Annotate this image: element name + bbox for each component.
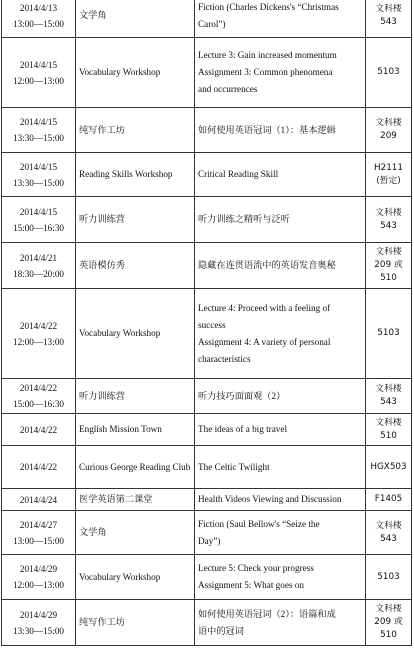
event-date: 2014/4/22 <box>19 383 58 393</box>
table-row <box>2 243 412 289</box>
table-row <box>2 153 412 197</box>
event-time: 13:30—15:00 <box>12 625 65 636</box>
room-line: 209 或 <box>374 617 403 627</box>
event-date: 2014/4/15 <box>19 206 58 217</box>
table-row <box>2 0 412 38</box>
schedule-table-body <box>2 0 412 646</box>
topic-line: and occurrences <box>198 84 258 94</box>
date-time-cell <box>2 197 76 243</box>
topic-cell <box>195 489 366 511</box>
date-time-cell <box>2 108 76 153</box>
topic-cell <box>195 153 366 197</box>
table-row <box>2 511 412 555</box>
date-time-cell <box>2 153 76 197</box>
room-line: 5103 <box>377 571 400 582</box>
topic-line: characteristics <box>198 353 251 364</box>
topic-cell <box>195 197 366 243</box>
topic-cell <box>195 0 366 38</box>
room-cell <box>366 38 412 108</box>
event-date: 2014/4/22 <box>19 462 58 472</box>
room-cell <box>366 289 412 379</box>
topic-line: 如何使用英语冠词（2）：语篇和成 <box>198 608 336 619</box>
event-date: 2014/4/24 <box>19 494 58 505</box>
room-cell <box>366 600 412 646</box>
date-time-cell <box>2 489 76 511</box>
topic-line: 如何使用英语冠词（1）：基本逻辑 <box>198 124 336 135</box>
room-line: 文科楼 <box>375 604 402 614</box>
topic-cell <box>195 243 366 289</box>
room-line: 209 <box>380 131 397 141</box>
room-cell <box>366 446 412 489</box>
topic-line: Critical Reading Skill <box>198 169 279 179</box>
room-line: 510 <box>380 630 397 640</box>
event-time: 13:00—15:00 <box>12 535 65 546</box>
topic-line: Day”) <box>198 535 221 546</box>
event-time: 13:30—15:00 <box>12 133 65 143</box>
room-cell <box>366 414 412 446</box>
event-date: 2014/4/15 <box>19 117 58 127</box>
topic-line: The Celtic Twilight <box>198 461 270 472</box>
room-line: 543 <box>380 533 397 544</box>
room-line: 文科楼 <box>375 520 402 531</box>
table-row <box>2 446 412 489</box>
event-date: 2014/4/15 <box>19 161 58 172</box>
event-time: 13:30—15:00 <box>12 177 65 188</box>
date-time-cell <box>2 0 76 38</box>
event-date: 2014/4/21 <box>19 252 58 263</box>
room-cell <box>366 153 412 197</box>
event-date: 2014/4/13 <box>19 2 58 13</box>
topic-line: success <box>198 319 226 330</box>
room-line: 文科楼 <box>375 207 402 218</box>
topic-cell <box>195 379 366 414</box>
event-time: 12:00—13:00 <box>12 580 65 590</box>
date-time-cell <box>2 289 76 379</box>
room-cell <box>366 511 412 555</box>
topic-cell <box>195 108 366 153</box>
activity-cell: 纯写作工坊 <box>76 600 195 646</box>
room-cell <box>366 197 412 243</box>
table-row <box>2 197 412 243</box>
table-row <box>2 108 412 153</box>
date-time-cell <box>2 555 76 600</box>
activity-cell: 文学角 <box>76 511 195 555</box>
event-time: 12:00—13:00 <box>12 336 65 347</box>
room-line: 510 <box>380 430 397 441</box>
room-line: 5103 <box>377 67 400 77</box>
table-row <box>2 600 412 646</box>
activity-cell: 听力训练营 <box>76 379 195 414</box>
table-row <box>2 489 412 511</box>
room-line: 543 <box>380 220 397 231</box>
room-line: 209 或 <box>374 260 403 270</box>
table-row <box>2 555 412 600</box>
topic-cell <box>195 414 366 446</box>
topic-line: Fiction (Saul Bellow's “Seize the <box>198 518 320 529</box>
event-date: 2014/4/15 <box>19 59 58 70</box>
topic-line: Carol”) <box>198 18 226 29</box>
topic-line: 语中的冠词 <box>198 625 244 636</box>
room-line: (暂定) <box>376 175 401 186</box>
topic-cell <box>195 38 366 108</box>
activity-cell: Reading Skills Workshop <box>76 153 195 197</box>
topic-line: 听力训练之精听与泛听 <box>198 214 290 224</box>
topic-cell <box>195 446 366 489</box>
room-line: 文科楼 <box>375 247 402 257</box>
room-cell <box>366 555 412 600</box>
event-time: 18:30—20:00 <box>12 268 65 279</box>
table-row <box>2 289 412 379</box>
room-line: 文科楼 <box>375 417 402 428</box>
room-line: 5103 <box>377 328 400 338</box>
topic-line: Fiction (Charles Dickens's “Christmas <box>198 1 339 12</box>
activity-cell: 英语模仿秀 <box>76 243 195 289</box>
event-time: 15:00—16:30 <box>12 222 65 233</box>
room-line: H2111 <box>373 162 403 173</box>
activity-cell: Vocabulary Workshop <box>76 38 195 108</box>
date-time-cell <box>2 414 76 446</box>
topic-line: Assignment 3: Common phenomena <box>198 67 333 77</box>
date-time-cell <box>2 243 76 289</box>
room-line: F1405 <box>374 494 403 504</box>
topic-cell <box>195 555 366 600</box>
topic-line: Lecture 4: Proceed with a feeling of <box>198 302 331 313</box>
room-line: 文科楼 <box>375 384 402 394</box>
room-cell <box>366 489 412 511</box>
event-time: 15:00—16:30 <box>12 399 65 409</box>
topic-line: Assignment 4: A variety of personal <box>198 336 331 347</box>
topic-line: Assignment 5: What goes on <box>198 580 304 590</box>
topic-cell <box>195 289 366 379</box>
topic-line: 听力技巧面面观（2） <box>198 390 286 401</box>
schedule-table <box>1 0 412 646</box>
activity-cell: English Mission Town <box>76 414 195 446</box>
activity-cell: 文学角 <box>76 0 195 38</box>
topic-line: The ideas of a big travel <box>198 424 288 434</box>
date-time-cell <box>2 511 76 555</box>
event-date: 2014/4/29 <box>19 564 58 574</box>
room-line: 文科楼 <box>375 118 402 128</box>
room-line: 文科楼 <box>375 3 402 14</box>
room-cell <box>366 379 412 414</box>
event-date: 2014/4/22 <box>19 424 58 435</box>
topic-line: 隐藏在连贯语流中的英语发音奥秘 <box>198 260 336 270</box>
topic-line: Lecture 5: Check your progress <box>198 563 314 573</box>
activity-cell: Vocabulary Workshop <box>76 555 195 600</box>
date-time-cell <box>2 600 76 646</box>
topic-line: Health Videos Viewing and Discussion <box>198 494 342 504</box>
activity-cell: 医学英语第二课堂 <box>76 489 195 511</box>
event-time: 12:00—13:00 <box>12 75 65 86</box>
date-time-cell <box>2 379 76 414</box>
date-time-cell <box>2 446 76 489</box>
topic-line: Lecture 3: Gain increased momentum <box>198 50 337 60</box>
activity-cell: 听力训练营 <box>76 197 195 243</box>
room-line: 510 <box>380 273 397 283</box>
topic-cell <box>195 600 366 646</box>
event-date: 2014/4/29 <box>19 609 58 620</box>
room-line: HGX503 <box>370 461 407 472</box>
room-cell <box>366 0 412 38</box>
event-time: 13:00—15:00 <box>12 18 65 29</box>
activity-cell: Vocabulary Workshop <box>76 289 195 379</box>
topic-cell <box>195 511 366 555</box>
room-cell <box>366 243 412 289</box>
activity-cell: 纯写作工坊 <box>76 108 195 153</box>
room-line: 543 <box>380 16 397 27</box>
activity-cell: Curious George Reading Club <box>76 446 195 489</box>
table-row <box>2 38 412 108</box>
room-cell <box>366 108 412 153</box>
room-line: 543 <box>380 397 397 407</box>
table-row <box>2 379 412 414</box>
event-date: 2014/4/27 <box>19 519 58 530</box>
date-time-cell <box>2 38 76 108</box>
event-date: 2014/4/22 <box>19 320 58 331</box>
table-row <box>2 414 412 446</box>
